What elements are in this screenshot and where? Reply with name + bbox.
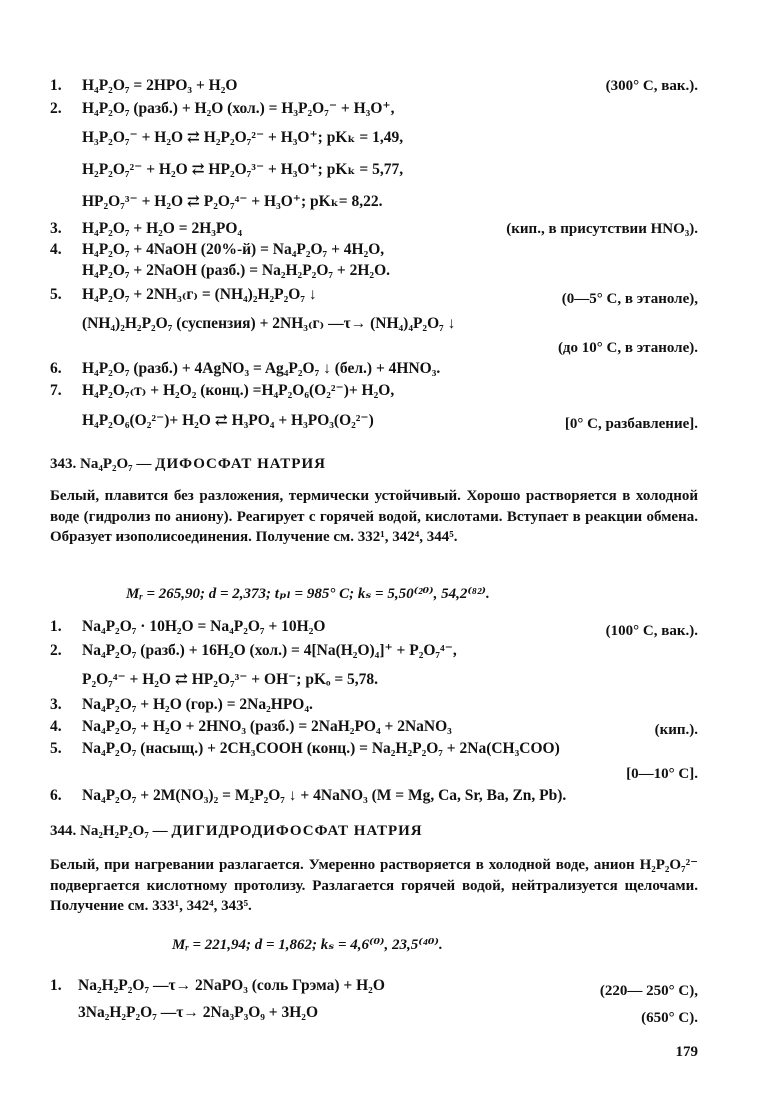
reaction-equation: Na₄P₂O₇ + 2M(NO₃)₂ = M₂P₂O₇ ↓ + 4NaNO₃ (M = Mg, Ca, Sr, Ba, Zn, Pb). (82, 787, 567, 804)
section-heading (50, 456, 326, 473)
reaction-number: 1. (50, 618, 62, 635)
reaction-equation: H₄P₂O₆(O₂²⁻)+ H₂O ⇄ H₃PO₄ + H₃PO₃(O₂²⁻) (82, 412, 374, 429)
reaction-equation: H₂P₂O₇²⁻ + H₂O ⇄ HP₂O₇³⁻ + H₃O⁺; pKₖ = 5,77, (82, 161, 404, 178)
reaction-condition: (0—5° C, в этаноле), (561, 291, 698, 307)
reaction-equation: H₄P₂O₇ (разб.) + H₂O (хол.) = H₃P₂O₇⁻ + H₃O⁺, (82, 100, 395, 117)
section-formula: Na₄P₂O₇ — (80, 456, 152, 472)
reaction-equation: Na₄P₂O₇ · 10H₂O = Na₄P₂O₇ + 10H₂O (82, 618, 326, 635)
reaction-equation: H₄P₂O₇ + 2NH₃₍г₎ = (NH₄)₂H₂P₂O₇ ↓ (82, 286, 317, 303)
section-title: ДИФОСФАТ НАТРИЯ (155, 456, 326, 472)
reaction-number: 4. (50, 241, 62, 258)
reaction-equation: Na₄P₂O₇ + H₂O + 2HNO₃ (разб.) = 2NaH₂PO₄ + 2NaNO₃ (82, 718, 452, 735)
reaction-number: 3. (50, 220, 62, 237)
section-number: 343. (50, 456, 77, 472)
reaction-number: 5. (50, 286, 62, 303)
reaction-condition: (до 10° C, в этаноле). (557, 340, 698, 356)
section-title: ДИГИДРОДИФОСФАТ НАТРИЯ (171, 823, 423, 839)
reaction-equation: Na₄P₂O₇ (насыщ.) + 2CH₃COOH (конц.) = Na₂H₂P₂O₇ + 2Na(CH₃COO) (82, 740, 560, 757)
reaction-number: 5. (50, 740, 62, 757)
reaction-condition: (кип.). (654, 722, 698, 738)
section-formula: Na₂H₂P₂O₇ — (80, 823, 168, 839)
reaction-number: 4. (50, 718, 62, 735)
reaction-condition: [0° C, разбавление]. (564, 416, 698, 432)
section-description: Белый, при нагревании разлагается. Умеренно растворяется в холодной воде, анион H₂P₂O₇²⁻ подвергается кислотному протолизу. Разлагается горячей водой, нейтрализуется щелочами. Получение см. 333¹, 342⁴, 343⁵. (50, 857, 698, 914)
page-number: 179 (675, 1044, 698, 1060)
physical-properties: Mᵣ = 221,94; d = 1,862; kₛ = 4,6⁽⁰⁾, 23,5⁽⁴⁰⁾. (172, 937, 443, 953)
reaction-condition: (220— 250° C), (599, 983, 698, 999)
physical-properties: Mᵣ = 265,90; d = 2,373; tₚₗ = 985° C; kₛ = 5,50⁽²⁰⁾, 54,2⁽⁸²⁾. (126, 586, 490, 602)
reaction-equation: H₄P₂O₇ + H₂O = 2H₃PO₄ (82, 220, 243, 237)
reaction-number: 3. (50, 696, 62, 713)
reaction-number: 6. (50, 360, 62, 377)
reaction-equation: HP₂O₇³⁻ + H₂O ⇄ P₂O₇⁴⁻ + H₃O⁺; pKₖ= 8,22. (82, 193, 383, 210)
reaction-equation: 3Na₂H₂P₂O₇ —τ→ 2Na₃P₃O₉ + 3H₂O (78, 1004, 319, 1021)
reaction-equation: H₄P₂O₇ + 4NaOH (20%-й) = Na₄P₂O₇ + 4H₂O, (82, 241, 385, 258)
reaction-number: 2. (50, 642, 62, 659)
reaction-condition: (650° C). (641, 1010, 698, 1026)
reaction-equation: H₄P₂O₇ = 2HPO₃ + H₂O (82, 77, 238, 94)
reaction-number: 7. (50, 382, 62, 399)
section-number: 344. (50, 823, 77, 839)
section-description: Белый, плавится без разложения, термически устойчивый. Хорошо растворяется в холодной воде (гидролиз по аниону). Реагирует с горячей водой, кислотами. Вступает в реакции обмена. Образует изополисоединения. Получение см. 332¹, 342⁴, 344⁵. (50, 488, 698, 545)
reaction-condition: [0—10° C]. (626, 766, 698, 782)
reaction-equation: H₄P₂O₇ (разб.) + 4AgNO₃ = Ag₄P₂O₇ ↓ (бел.) + 4HNO₃. (82, 360, 441, 377)
reaction-equation: Na₄P₂O₇ + H₂O (гор.) = 2Na₂HPO₄. (82, 696, 313, 713)
reaction-equation: H₄P₂O₇ + 2NaOH (разб.) = Na₂H₂P₂O₇ + 2H₂O. (82, 262, 390, 279)
reaction-equation: H₃P₂O₇⁻ + H₂O ⇄ H₂P₂O₇²⁻ + H₃O⁺; pKₖ = 1,49, (82, 129, 404, 146)
reaction-condition: (кип., в присутствии HNO₃). (506, 221, 698, 237)
reaction-number: 6. (50, 787, 62, 804)
reaction-condition: (300° C, вак.). (605, 78, 698, 94)
reaction-equation: Na₂H₂P₂O₇ —τ→ 2NaPO₃ (соль Грэма) + H₂O (78, 977, 385, 994)
reaction-equation: H₄P₂O₇₍т₎ + H₂O₂ (конц.) =H₄P₂O₆(O₂²⁻)+ H₂O, (82, 382, 395, 399)
reaction-condition: (100° C, вак.). (605, 623, 698, 639)
reaction-number: 1. (50, 977, 62, 994)
reaction-equation: P₂O₇⁴⁻ + H₂O ⇄ HP₂O₇³⁻ + OH⁻; pKₒ = 5,78. (82, 671, 379, 688)
reaction-equation: Na₄P₂O₇ (разб.) + 16H₂O (хол.) = 4[Na(H₂O)₄]⁺ + P₂O₇⁴⁻, (82, 642, 457, 659)
reaction-number: 2. (50, 100, 62, 117)
section-heading (50, 823, 423, 840)
reaction-number: 1. (50, 77, 62, 94)
reaction-equation: (NH₄)₂H₂P₂O₇ (суспензия) + 2NH₃₍г₎ —τ→ (NH₄)₄P₂O₇ ↓ (82, 315, 456, 332)
